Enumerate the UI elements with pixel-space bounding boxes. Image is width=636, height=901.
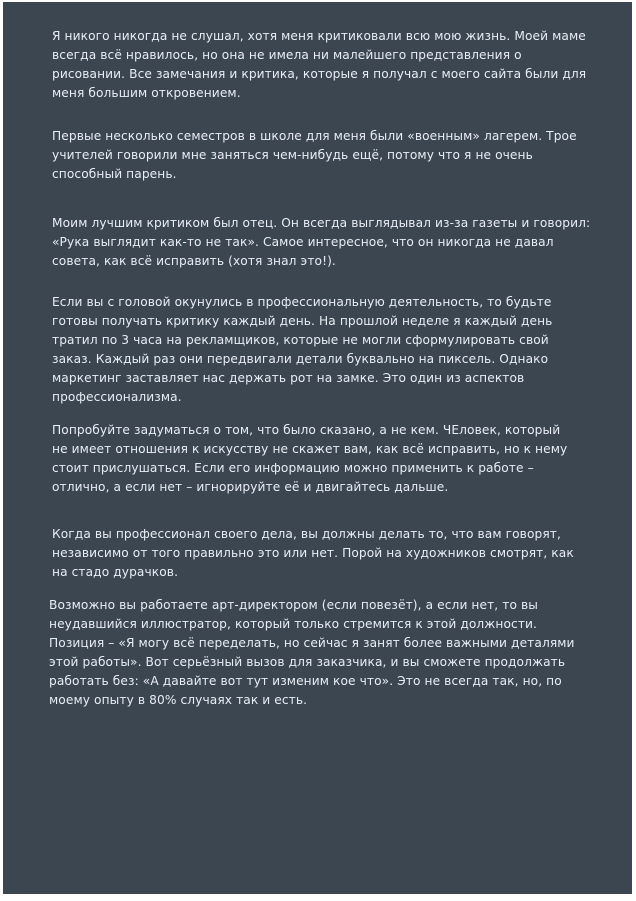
paragraph-2: Первые несколько семестров в школе для меня были «военным» лагерем. Трое учителей говорили мне заняться чем-нибудь ещё, потому что я не очень способный парень. [52,129,577,181]
paragraph-6: Когда вы профессионал своего дела, вы должны делать то, что вам говорят, независимо от того правильно это или нет. Порой на художников смотрят, как на стадо дурачков. [52,527,574,579]
paragraph-4: Если вы с головой окунулись в профессиональную деятельность, то будьте готовы получать критику каждый день. На прошлой неделе я каждый день тратил по 3 часа на рекламщиков, которые не могли сформулировать свой заказ. Каждый раз они передвигали детали буквально на пиксель. Однако маркетинг заставляет нас держать рот на замке. Это один из аспектов профессионализма. [52,295,553,404]
paragraph-3: Моим лучшим критиком был отец. Он всегда выглядывал из-за газеты и говорил: «Рука выглядит как-то не так». Самое интересное, что он никогда не давал совета, как всё исправить (хотя знал это!). [52,216,591,268]
paragraph-1: Я никого никогда не слушал, хотя меня критиковали всю мою жизнь. Моей маме всегда всё нравилось, но она не имела ни малейшего представления о рисовании. Все замечания и критика, которые я получал с моего сайта были для меня большим откровением. [52,29,587,100]
paragraph-5: Попробуйте задуматься о том, что было сказано, а не кем. ЧЕловек, который не имеет отношения к искусству не скажет вам, как всё исправить, но к нему стоит прислушаться. Если его информацию можно применить к работе – отлично, а если нет – игнорируйте её и двигайтесь дальше. [52,423,568,494]
document-page [3,2,632,894]
paragraph-7: Возможно вы работаете арт-директором (если повезёт), а если нет, то вы неудавшийся иллюстратор, который только стремится к этой должности. Позиция – «Я могу всё переделать, но сейчас я занят более важными деталями этой работы». Вот серьёзный вызов для заказчика, и вы сможете продолжать работать без: «А давайте вот тут изменим кое что». Это не всегда так, но, по моему опыту в 80% случаях так и есть. [49,598,575,707]
